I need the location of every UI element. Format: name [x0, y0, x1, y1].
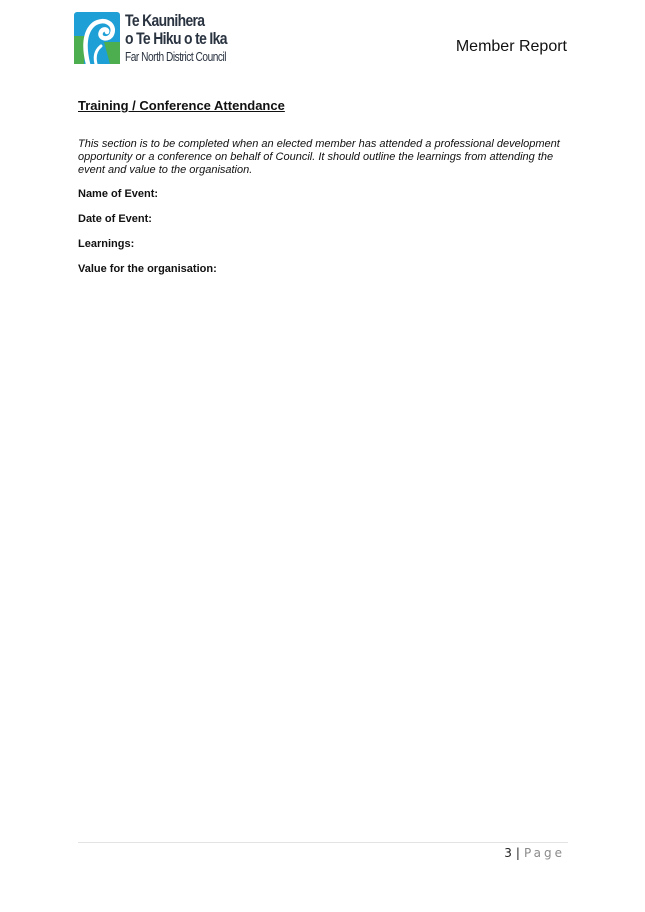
- page-separator: |: [515, 846, 520, 860]
- section-instructions: This section is to be completed when an elected member has attended a professional development opportunity or a conference on behalf of Council. It should outline the learnings from attending the event and value to the organisation.: [78, 138, 560, 176]
- report-title: Member Report: [455, 38, 567, 55]
- learnings-label: Learnings:: [78, 238, 135, 250]
- event-name-label: Name of Event:: [78, 188, 159, 200]
- section-heading: Training / Conference Attendance: [78, 98, 285, 113]
- logo-line-maori-1: Te Kaunihera: [125, 11, 205, 30]
- logo-line-maori-2: o Te Hiku o te Ika: [125, 29, 227, 48]
- event-date-label: Date of Event:: [78, 213, 152, 225]
- page-footer: [504, 846, 565, 860]
- council-logo: [74, 12, 234, 68]
- logo-wordmark: [125, 12, 255, 63]
- value-label: Value for the organisation:: [78, 263, 217, 275]
- footer-divider: [78, 842, 568, 843]
- page-word: Page: [523, 846, 565, 860]
- logo-line-english: Far North District Council: [125, 49, 227, 64]
- page-number: 3: [504, 846, 512, 860]
- koru-logo-icon: [74, 12, 120, 64]
